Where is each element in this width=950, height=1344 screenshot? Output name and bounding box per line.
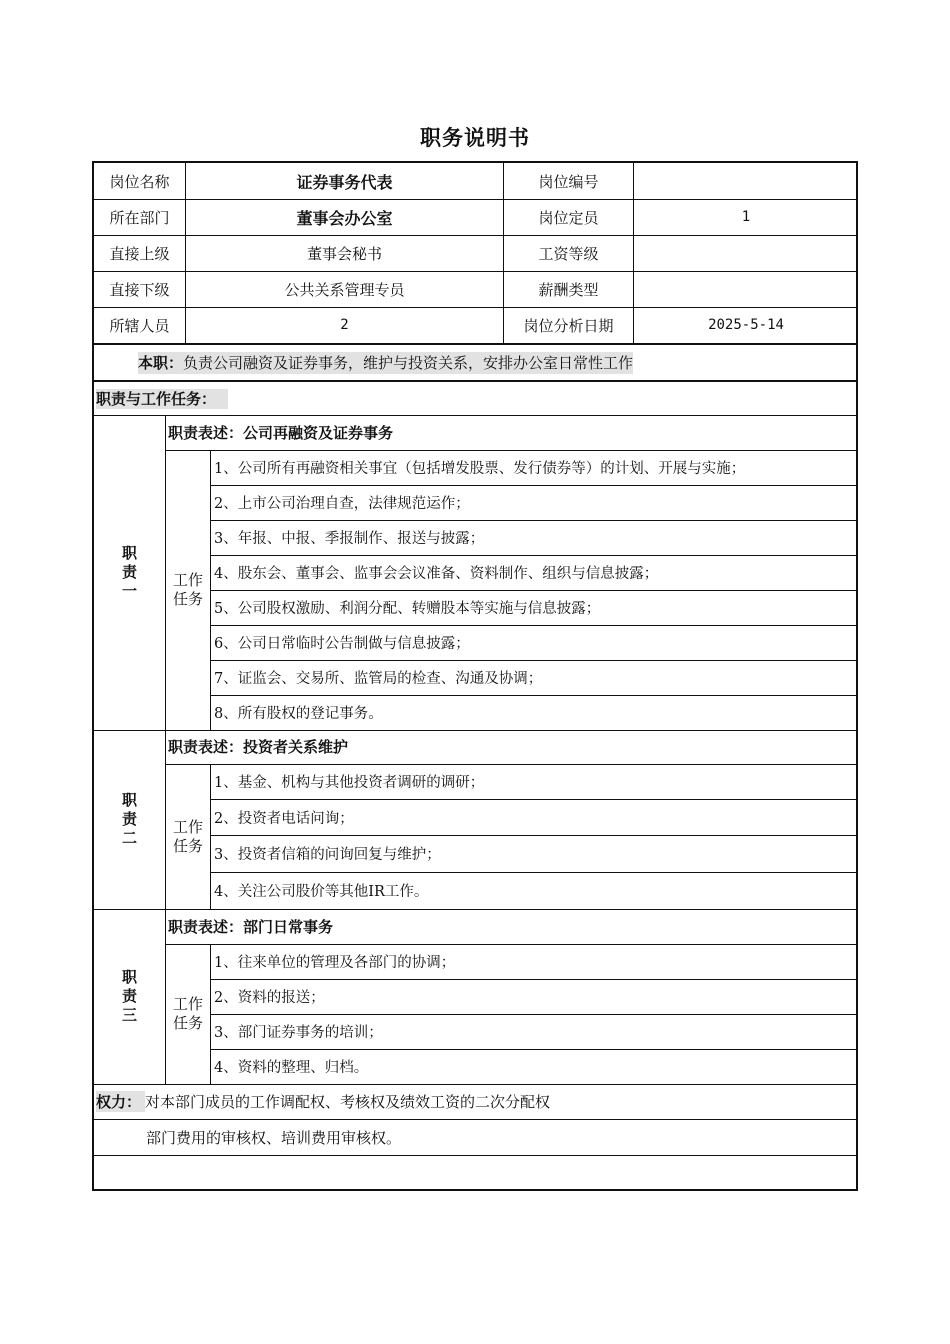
label-staff-count: 所辖人员 [109, 316, 170, 335]
duty-name-3 [94, 909, 165, 1084]
duty-name-2 [94, 729, 165, 909]
task-item: 5、公司股权激励、利润分配、转赠股本等实施与信息披露； [214, 601, 601, 617]
task-item: 1、往来单位的管理及各部门的协调； [214, 955, 456, 971]
duty-name-char: 二 [121, 828, 137, 847]
task-item: 6、公司日常临时公告制做与信息披露； [214, 636, 470, 652]
label-direct-subordinate: 直接下级 [109, 280, 170, 299]
label-position-number: 岗位编号 [538, 172, 599, 191]
task-item: 2、投资者电话问询； [214, 810, 354, 827]
duty-name-char: 一 [121, 582, 137, 600]
summary-text: 负责公司融资及证券事务，维护与投资关系，安排办公室日常性工作 [183, 354, 634, 372]
label-department: 所在部门 [109, 208, 170, 227]
task-item: 1、基金、机构与其他投资者调研的调研； [214, 775, 485, 791]
summary-row [94, 345, 858, 380]
value-staff-count: 2 [340, 317, 349, 333]
value-salary-grade [634, 235, 858, 271]
duty-name-char: 责 [121, 809, 137, 828]
work-task-label-text: 任务 [172, 836, 203, 855]
duty-name-char: 职 [121, 544, 137, 562]
value-headcount: 1 [741, 209, 751, 225]
label-salary-grade: 工资等级 [538, 244, 599, 263]
task-item: 4、关注公司股价等其他IR工作。 [214, 884, 429, 900]
page-title: 职务说明书 [420, 126, 530, 150]
value-direct-superior: 董事会秘书 [306, 244, 382, 263]
value-pay-type [634, 271, 858, 307]
authority-label: 权力： [96, 1091, 145, 1112]
duties-header-row [96, 382, 858, 415]
value-department: 董事会办公室 [296, 208, 393, 228]
work-task-label-text: 任务 [172, 1014, 203, 1032]
duty-name-char: 责 [121, 563, 137, 581]
authority-row-2 [146, 1120, 858, 1155]
duty-name-char: 职 [121, 968, 137, 986]
work-task-label-text: 任务 [172, 590, 203, 608]
task-item: 4、股东会、董事会、监事会会议准备、资料制作、组织与信息披露； [214, 566, 659, 582]
task-item: 2、资料的报送； [214, 990, 325, 1006]
task-item: 3、年报、中报、季报制作、报送与披露； [214, 531, 485, 547]
label-analysis-date: 岗位分析日期 [523, 316, 614, 335]
task-item: 2、上市公司治理自查，法律规范运作； [214, 496, 470, 512]
work-task-label [166, 450, 210, 730]
label-pay-type: 薪酬类型 [538, 280, 599, 299]
job-description-table [92, 161, 858, 1191]
authority-row-3-empty [94, 1156, 858, 1189]
summary-label: 本职： [138, 354, 184, 372]
work-task-label-text: 工作 [172, 995, 203, 1013]
work-task-label-text: 工作 [172, 571, 203, 589]
task-item: 1、公司所有再融资相关事宜（包括增发股票、发行债券等）的计划、开展与实施； [214, 461, 746, 477]
duty-name-1 [94, 415, 165, 730]
work-task-label [166, 764, 210, 909]
duty-name-char: 三 [121, 1006, 137, 1024]
value-position-number [634, 163, 858, 199]
work-task-label-text: 工作 [172, 817, 203, 836]
task-item: 8、所有股权的登记事务。 [214, 706, 383, 722]
duty-description-3: 职责表述：部门日常事务 [168, 918, 334, 936]
task-item: 4、资料的整理、归档。 [214, 1060, 369, 1076]
value-position-name: 证券事务代表 [296, 172, 393, 192]
duty-name-char: 责 [121, 987, 137, 1005]
authority-line-1: 对本部门成员的工作调配权、考核权及绩效工资的二次分配权 [145, 1093, 551, 1111]
value-analysis-date: 2025-5-14 [708, 317, 784, 333]
authority-row-1 [96, 1084, 858, 1119]
task-item: 3、投资者信箱的问询回复与维护； [214, 847, 441, 863]
work-task-label [166, 944, 210, 1084]
duty-name-char: 职 [121, 790, 137, 809]
label-position-name: 岗位名称 [109, 172, 170, 191]
duty-description-2: 职责表述：投资者关系维护 [168, 738, 349, 756]
duty-description-1: 职责表述：公司再融资及证券事务 [168, 424, 394, 442]
task-item: 3、部门证券事务的培训； [214, 1025, 383, 1041]
task-item: 7、证监会、交易所、监管局的检查、沟通及协调； [214, 671, 543, 687]
authority-line-2: 部门费用的审核权、培训费用审核权。 [146, 1129, 402, 1147]
label-headcount: 岗位定员 [538, 208, 599, 227]
duties-header: 职责与工作任务： [96, 389, 228, 409]
value-direct-subordinate: 公共关系管理专员 [284, 280, 405, 299]
label-direct-superior: 直接上级 [109, 244, 170, 263]
